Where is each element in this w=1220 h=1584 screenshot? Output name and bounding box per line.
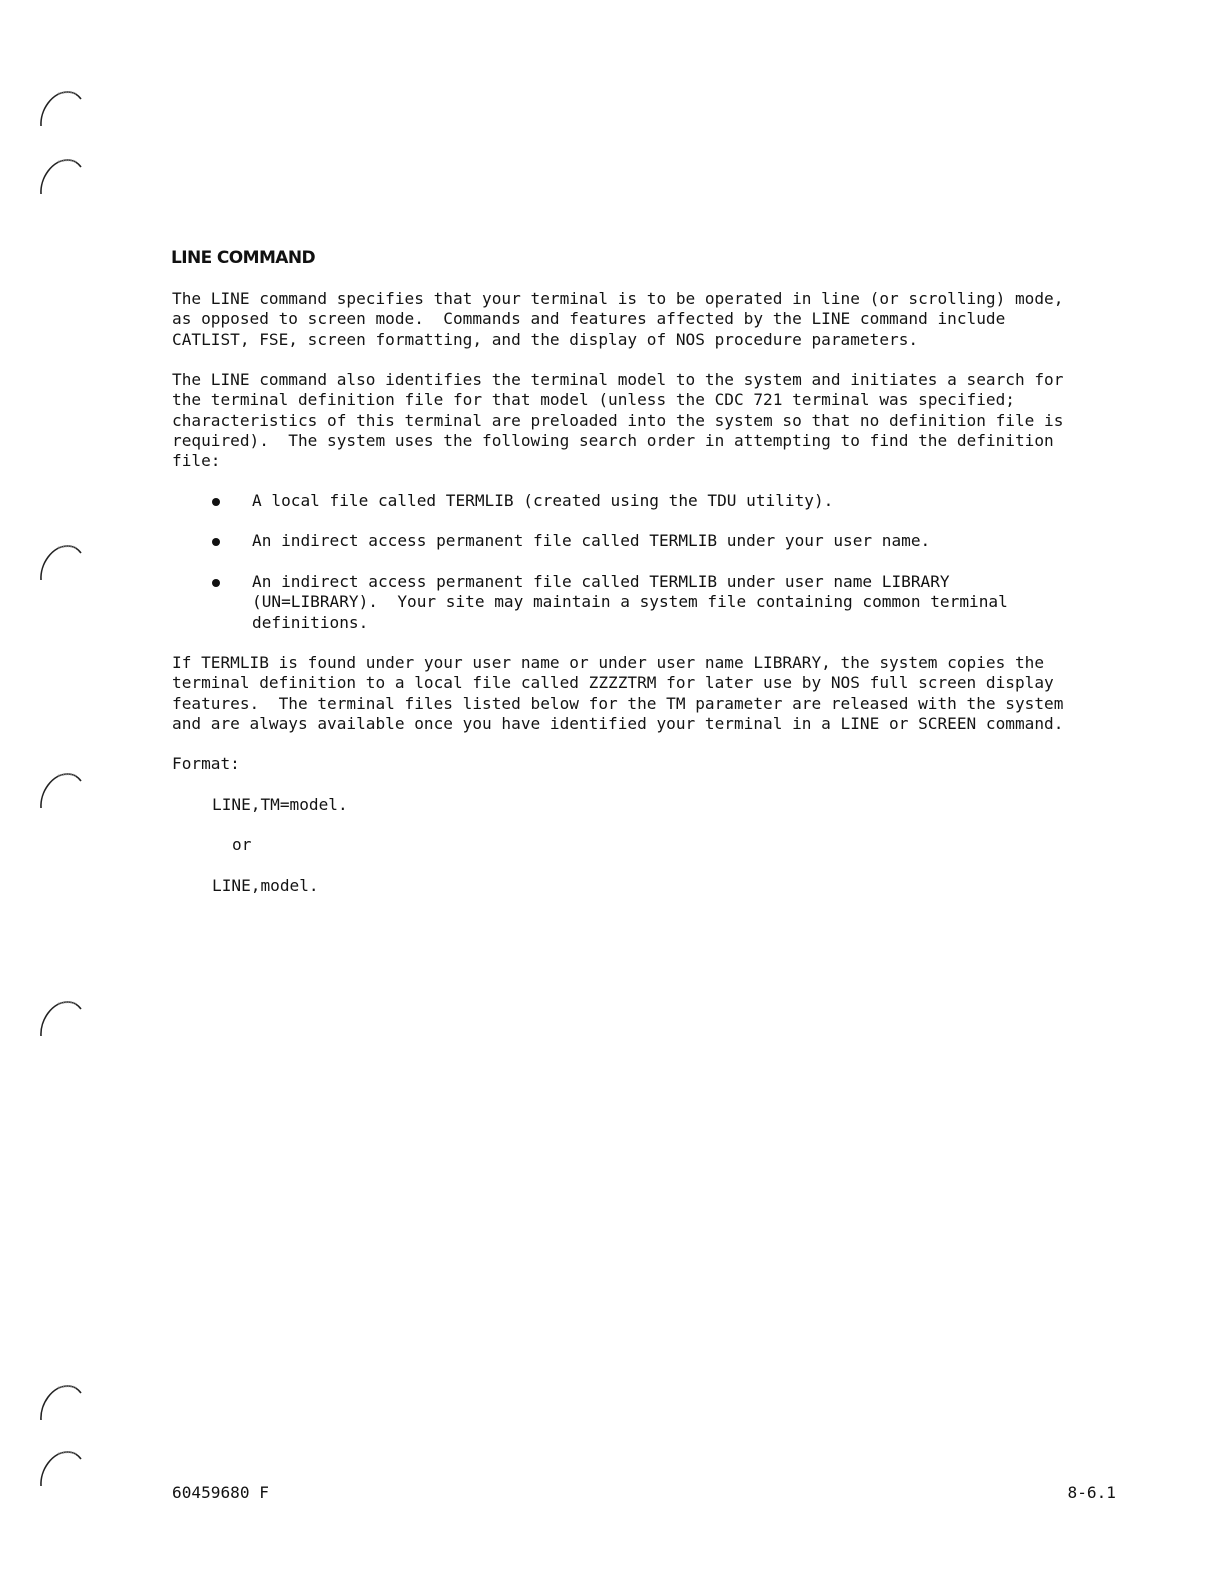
list-item-text: An indirect access permanent file called TERMLIB under your user name. (252, 531, 931, 550)
punch-hole-mark (38, 998, 84, 1038)
bullet-icon (212, 579, 220, 587)
list-item (172, 572, 1008, 653)
list-item-text: A local file called TERMLIB (created using the TDU utility). (252, 491, 834, 510)
page-number: 8-6.1 (1067, 1483, 1116, 1502)
bullet-icon (212, 498, 220, 506)
format-or: or (232, 835, 252, 854)
paragraph-intro: The LINE command specifies that your terminal is to be operated in line (or scrolling) mode, as opposed to screen mode. Commands and features affected by the LINE command include CATLIST, FSE, screen formatting, and the display of NOS procedure parameters. (172, 289, 1064, 349)
document-number: 60459680 F (172, 1483, 269, 1502)
punch-hole-mark (38, 770, 84, 810)
list-item-text: An indirect access permanent file called TERMLIB under user name LIBRARY (UN=LIBRARY). Your site may maintain a system file containing common terminal definitions. (252, 572, 1008, 632)
format-syntax-2: LINE,model. (212, 876, 319, 895)
format-label: Format: (172, 754, 240, 773)
punch-hole-mark (38, 1382, 84, 1422)
format-syntax-1: LINE,TM=model. (212, 795, 348, 814)
paragraph-search: The LINE command also identifies the terminal model to the system and initiates a search for the terminal definition file for that model (unless the CDC 721 terminal was specified; characteristics of this terminal are preloaded into the system so that no definition file is required). The system uses the following search order in attempting to find the definition file: (172, 370, 1064, 471)
punch-hole-mark (38, 88, 84, 128)
punch-hole-mark (38, 1448, 84, 1488)
punch-hole-mark (38, 542, 84, 582)
punch-hole-mark (38, 156, 84, 196)
bullet-icon (212, 538, 220, 546)
section-heading: LINE COMMAND (171, 248, 315, 268)
paragraph-termlib: If TERMLIB is found under your user name or under user name LIBRARY, the system copies the terminal definition to a local file called ZZZZTRM for later use by NOS full screen display features. The terminal files listed below for the TM parameter are released with the system and are always available once you have identified your terminal in a LINE or SCREEN command. (172, 653, 1064, 733)
